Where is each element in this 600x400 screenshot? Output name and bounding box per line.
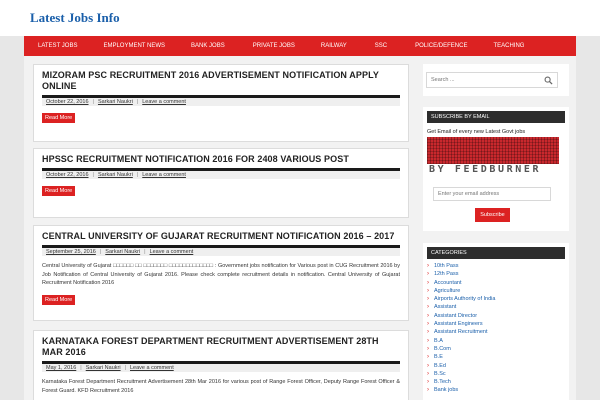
category-item[interactable]: › Assistant Engineers (427, 321, 483, 328)
read-more-button[interactable]: Read More (42, 295, 75, 305)
chevron-right-icon: › (427, 312, 429, 319)
category-item[interactable]: › Accountant (427, 279, 462, 286)
chevron-right-icon: › (427, 263, 429, 269)
post-comment-link[interactable]: Leave a comment (142, 172, 186, 178)
email-field[interactable] (438, 191, 548, 197)
post-title[interactable]: KARNATAKA FOREST DEPARTMENT RECRUITMENT ADVERTISEMENT 28TH MAR 2016 (42, 336, 379, 357)
nav-police-defence[interactable]: POLICE/DEFENCE (415, 43, 468, 49)
meta-separator: | (136, 99, 139, 105)
post-meta (42, 245, 400, 256)
category-item[interactable]: › B.Sc (427, 370, 446, 377)
category-item[interactable]: › 10th Pass (427, 263, 459, 269)
category-item[interactable]: › B.Com (427, 345, 451, 352)
category-item[interactable]: › B.Tech (427, 379, 451, 386)
meta-separator: | (80, 365, 82, 371)
search-input[interactable] (431, 77, 531, 83)
chevron-right-icon: › (427, 362, 429, 369)
site-header (0, 0, 600, 36)
meta-separator: | (92, 172, 94, 178)
post-date[interactable]: September 25, 2016 (46, 249, 96, 255)
post-comment-link[interactable]: Leave a comment (149, 249, 194, 255)
categories-widget (423, 243, 569, 400)
chevron-right-icon: › (427, 337, 429, 344)
chevron-right-icon: › (427, 387, 429, 394)
nav-private-jobs[interactable]: PRIVATE JOBS (252, 43, 295, 49)
category-item[interactable]: › B.Ed (427, 362, 446, 369)
chevron-right-icon: › (427, 296, 429, 303)
chevron-right-icon: › (427, 329, 429, 336)
post-author[interactable]: Sarkari Naukri (85, 365, 121, 371)
nav-railway[interactable]: RAILWAY (320, 43, 347, 49)
category-item[interactable]: › Assistant (427, 304, 457, 311)
category-item[interactable]: › B.E (427, 354, 443, 361)
chevron-right-icon: › (427, 345, 429, 352)
chevron-right-icon: › (427, 304, 429, 311)
meta-separator: | (124, 365, 126, 371)
nav-bank-jobs[interactable]: BANK JOBS (191, 43, 225, 49)
chevron-right-icon: › (427, 287, 429, 294)
widget-heading: SUBSCRIBE BY EMAIL (427, 111, 565, 123)
category-item[interactable]: › 12th Pass (427, 271, 459, 278)
post-excerpt: Karnataka Forest Department Recruitment Advertisement 28th Mar 2016 for various post of Range Forest Officer, Deputy Range Forest Officer & Forest Guard. KFD Recruitment 2016 (42, 379, 400, 394)
feedburner-badge[interactable] (427, 137, 559, 177)
feedburner-text: BY FEEDBURNER (429, 164, 542, 175)
category-item[interactable]: › Agriculture (427, 287, 461, 294)
post-title[interactable]: CENTRAL UNIVERSITY OF GUJARAT RECRUITMENT NOTIFICATION 2016 – 2017 (42, 231, 395, 241)
site-title[interactable]: Latest Jobs Info (30, 10, 120, 25)
subscribe-button[interactable]: Subscribe (475, 208, 510, 222)
category-item[interactable]: › Bank jobs (427, 387, 459, 394)
chevron-right-icon: › (427, 354, 429, 361)
nav-employment-news[interactable]: EMPLOYMENT NEWS (103, 43, 166, 49)
post-date[interactable]: October 22, 2016 (46, 99, 89, 105)
chevron-right-icon: › (427, 370, 429, 377)
feedburner-graphic (427, 137, 559, 164)
post-author[interactable]: Sarkari Naukri (97, 172, 133, 178)
read-more-button[interactable]: Read More (42, 186, 75, 196)
category-item[interactable]: › Assistant Recruitment (427, 329, 488, 336)
meta-separator: | (99, 249, 102, 255)
chevron-right-icon: › (427, 279, 429, 286)
meta-separator: | (92, 99, 94, 105)
post-comment-link[interactable]: Leave a comment (142, 99, 186, 105)
category-list (423, 259, 569, 395)
chevron-right-icon: › (427, 271, 429, 278)
post-meta (42, 168, 400, 179)
post-title[interactable]: MIZORAM PSC RECRUITMENT 2016 ADVERTISEMENT NOTIFICATION APPLY ONLINE (42, 70, 379, 91)
post-card (33, 64, 409, 142)
category-item[interactable]: › B.A (427, 337, 443, 344)
post-meta (42, 361, 400, 372)
post-card (33, 330, 409, 400)
meta-separator: | (136, 172, 139, 178)
post-author[interactable]: Sarkari Naukri (97, 99, 133, 105)
nav-ssc[interactable]: SSC (374, 43, 388, 49)
chevron-right-icon: › (427, 321, 429, 328)
category-item[interactable]: › Airports Authority of India (427, 296, 496, 303)
post-date[interactable]: October 22, 2016 (46, 172, 89, 178)
category-item[interactable]: › Assistant Director (427, 312, 478, 319)
chevron-right-icon: › (427, 379, 429, 386)
post-excerpt: Central University of Gujarat □□□□□□ □□ □□□□□□□ □□□□□□□□□□□□□ : Government jobs notification for Various post in CUG Recruitment 2016 by Job Notification of Central University of Gujarat 2016. Please check complete recruitment details in notification. Central University of Gujarat Recruitment Notification 2016 (42, 263, 400, 286)
post-author[interactable]: Sarkari Naukri (105, 249, 141, 255)
widget-heading: CATEGORIES (427, 247, 565, 259)
post-card (33, 225, 409, 321)
post-meta (42, 95, 400, 106)
read-more-button[interactable]: Read More (42, 113, 75, 123)
post-comment-link[interactable]: Leave a comment (130, 365, 174, 371)
post-title[interactable]: HPSSC RECRUITMENT NOTIFICATION 2016 FOR 2408 VARIOUS POST (42, 154, 349, 164)
subscribe-text: Get Email of every new Latest Govt jobs (427, 129, 526, 135)
search-box (426, 72, 558, 88)
nav-latest-jobs[interactable]: LATEST JOBS (38, 43, 78, 49)
post-date[interactable]: May 1, 2016 (46, 365, 77, 371)
search-icon[interactable] (544, 76, 553, 85)
nav-teaching[interactable]: TEACHING (493, 43, 525, 49)
meta-separator: | (144, 249, 146, 255)
main-nav (24, 36, 576, 56)
email-field-wrap (433, 187, 551, 201)
post-card (33, 148, 409, 218)
